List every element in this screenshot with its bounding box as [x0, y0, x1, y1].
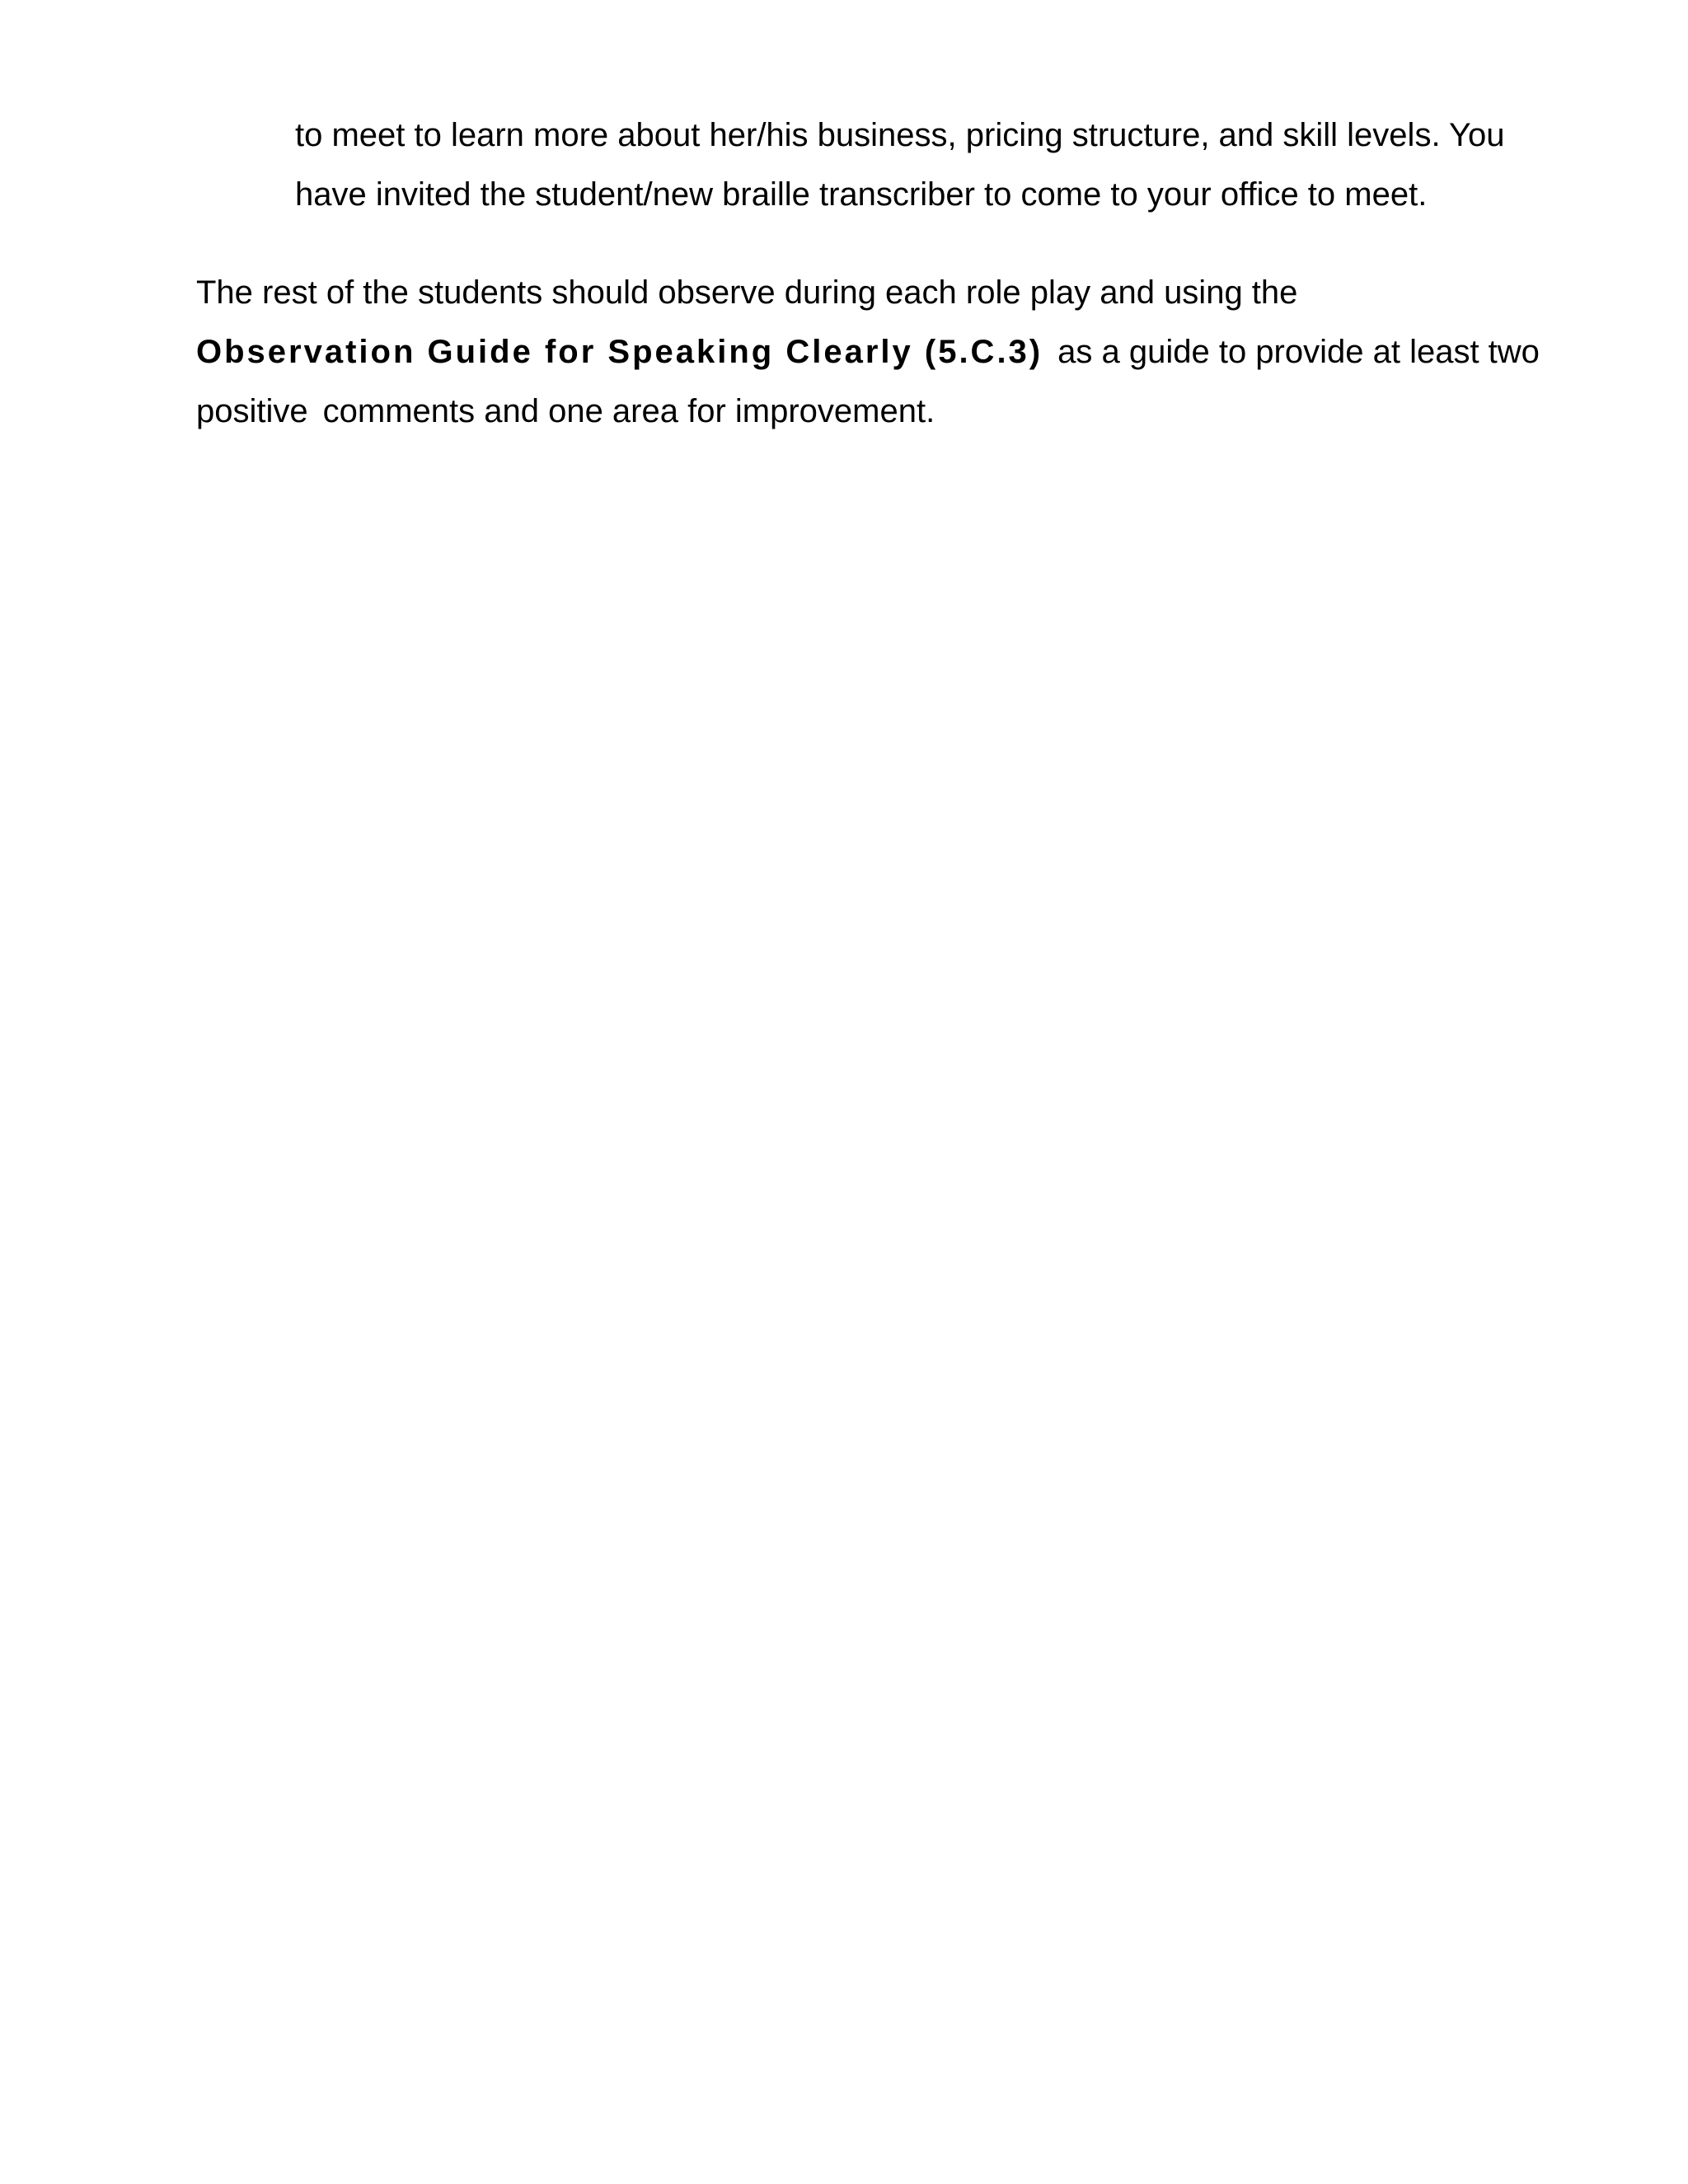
- paragraph-line: to meet to learn more about her/his business, pricing structure, and skill levels. You: [295, 117, 1505, 153]
- paragraph-line: The rest of the students should observe during each role play and using the: [196, 274, 1298, 311]
- observation-instructions-paragraph: [196, 263, 1540, 441]
- paragraph-line: have invited the student/new braille transcriber to come to your office to meet.: [295, 176, 1428, 213]
- scenario-paragraph-continuation: [295, 105, 1507, 224]
- paragraph-line: [196, 382, 1515, 441]
- paragraph-text: as a guide to provide at least two: [1057, 334, 1540, 370]
- paragraph-text: comments and one area for improvement.: [322, 393, 935, 429]
- paragraph-text: positive: [196, 393, 308, 429]
- paragraph-line: [196, 322, 1540, 382]
- observation-guide-title: Observation Guide for Speaking Clearly (5.C.3): [196, 334, 1043, 370]
